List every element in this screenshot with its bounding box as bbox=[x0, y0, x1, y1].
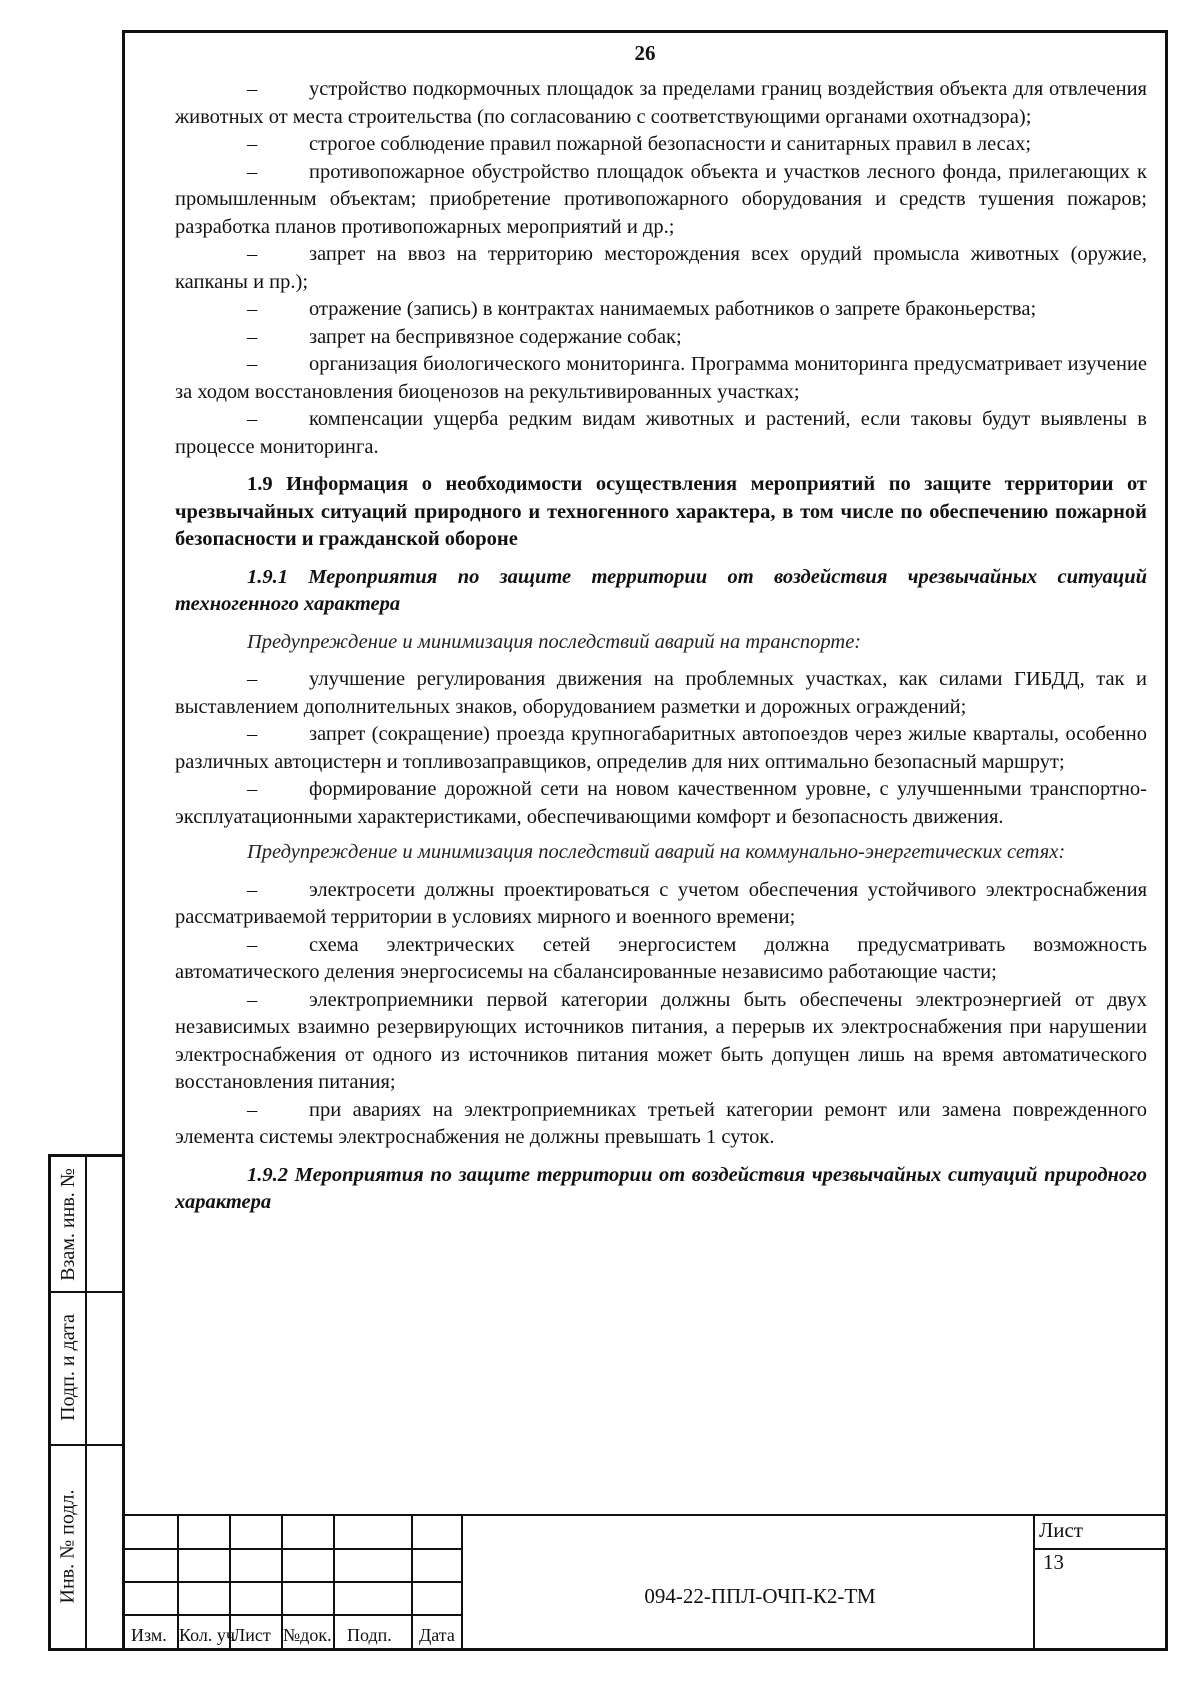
list-item-text: запрет на ввоз на территорию месторождения всех орудий промысла животных (оружие, капканы и пр.); bbox=[175, 243, 1147, 293]
dash-marker: – bbox=[247, 160, 258, 183]
dash-marker: – bbox=[247, 778, 258, 800]
side-label-podp: Подп. и дата bbox=[56, 1314, 79, 1421]
list-item bbox=[175, 877, 1147, 932]
list-item bbox=[175, 932, 1147, 987]
list-item-text: электросети должны проектироваться с учетом обеспечения устойчивого электроснабжения рассматриваемой территории в условиях мирного и военного времени; bbox=[175, 878, 1147, 928]
list-item bbox=[175, 351, 1147, 406]
lead-paragraph: Предупреждение и минимизация последствий аварий на транспорте: bbox=[247, 630, 862, 653]
document-code: 094-22-ППЛ-ОЧП-К2-ТМ bbox=[644, 1584, 876, 1608]
list-item-text: при авариях на электроприемниках третьей категории ремонт или замена поврежденного элемента системы электроснабжения не должны превышать 1 суток. bbox=[175, 1098, 1147, 1148]
list-item bbox=[175, 131, 1147, 159]
list-item-text: запрет на беспривязное содержание собак; bbox=[309, 325, 682, 348]
dash-marker: – bbox=[247, 325, 258, 348]
dash-marker: – bbox=[247, 408, 258, 430]
col-kol-uch: Кол. уч bbox=[179, 1625, 235, 1645]
list-item-text: схема электрических сетей энергосистем должна предусматривать возможность автоматического деления энергосисемы на сбалансированные независимо работающие части; bbox=[175, 933, 1147, 983]
lead-paragraph: Предупреждение и минимизация последствий аварий на коммунально-энергетических сетях: bbox=[247, 841, 1066, 863]
col-izm: Изм. bbox=[131, 1625, 167, 1645]
dash-marker: – bbox=[247, 988, 258, 1011]
subsection-heading: 1.9.2 Мероприятия по защите территории от воздействия чрезвычайных ситуаций природного характера bbox=[175, 1163, 1147, 1213]
page-number: 26 bbox=[634, 41, 656, 65]
dash-marker: – bbox=[247, 668, 258, 690]
sheet-number: 13 bbox=[1043, 1550, 1064, 1574]
col-list: Лист bbox=[233, 1625, 271, 1645]
dash-marker: – bbox=[247, 1098, 258, 1121]
list-item-text: электроприемники первой категории должны быть обеспечены электроэнергией от двух независимых взаимно резервирующих источников питания, а перерыв их электроснабжения при нарушении электроснабжения от одного из источников питания может быть допущен лишь на время автоматического восстановления питания; bbox=[175, 988, 1147, 1093]
list-item-text: запрет (сокращение) проезда крупногабаритных автопоездов через жилые кварталы, особенно различных автоцистерн и топливозаправщиков, определив для них оптимально безопасный маршрут; bbox=[175, 723, 1147, 773]
list-item bbox=[175, 406, 1147, 461]
dash-marker: – bbox=[247, 298, 258, 320]
side-label-vzam: Взам. инв. № bbox=[56, 1167, 79, 1281]
dash-marker: – bbox=[247, 133, 258, 155]
col-ndok: №док. bbox=[283, 1625, 332, 1645]
list-item bbox=[175, 296, 1147, 324]
list-item-text: формирование дорожной сети на новом качественном уровне, с улучшенными транспортно-эксплуатационными характеристиками, обеспечивающими комфорт и безопасность движения. bbox=[175, 778, 1147, 828]
list-item bbox=[175, 324, 1147, 352]
title-block bbox=[125, 1514, 1165, 1648]
dash-marker: – bbox=[247, 78, 258, 100]
sheet-label: Лист bbox=[1039, 1518, 1083, 1542]
side-label-inv: Инв. № подл. bbox=[56, 1489, 79, 1603]
dash-marker: – bbox=[247, 243, 258, 265]
list-item bbox=[175, 666, 1147, 721]
section-heading: 1.9 Информация о необходимости осуществления мероприятий по защите территории от чрезвычайных ситуаций природного и техногенного характера, в том числе по обеспечению пожарной безопасности и гражданской обороне bbox=[175, 473, 1147, 550]
side-stamp bbox=[48, 1154, 122, 1651]
list-item bbox=[175, 721, 1147, 776]
dash-marker: – bbox=[247, 878, 258, 901]
list-item bbox=[175, 987, 1147, 1097]
list-item bbox=[175, 241, 1147, 296]
document-body bbox=[175, 76, 1147, 1227]
list-item bbox=[175, 159, 1147, 242]
dash-marker: – bbox=[247, 353, 258, 375]
list-item-text: противопожарное обустройство площадок объекта и участков лесного фонда, прилегающих к промышленным объектам; приобретение противопожарного оборудования и средств тушения пожаров; разработка планов противопожарных мероприятий и др.; bbox=[175, 160, 1147, 238]
list-item-text: устройство подкормочных площадок за пределами границ воздействия объекта для отвлечения животных от места строительства (по согласованию с соответствующими органами охотнадзора); bbox=[175, 78, 1147, 128]
subsection-heading: 1.9.1 Мероприятия по защите территории от воздействия чрезвычайных ситуаций техногенного характера bbox=[175, 565, 1147, 615]
dash-marker: – bbox=[247, 723, 258, 745]
list-item bbox=[175, 1097, 1147, 1152]
page-frame bbox=[122, 30, 1168, 1651]
list-item bbox=[175, 776, 1147, 831]
list-item-text: компенсации ущерба редким видам животных и растений, если таковы будут выявлены в процессе мониторинга. bbox=[175, 408, 1147, 458]
list-item-text: улучшение регулирования движения на проблемных участках, как силами ГИБДД, так и выставлением дополнительных знаков, оборудованием разметки и дорожных ограждений; bbox=[175, 668, 1147, 718]
col-podp: Подп. bbox=[347, 1625, 392, 1645]
list-item-text: организация биологического мониторинга. Программа мониторинга предусматривает изучение за ходом восстановления биоценозов на рекультивированных участках; bbox=[175, 353, 1147, 403]
col-data: Дата bbox=[419, 1625, 455, 1645]
list-item-text: строгое соблюдение правил пожарной безопасности и санитарных правил в лесах; bbox=[309, 133, 1032, 155]
list-item bbox=[175, 76, 1147, 131]
list-item-text: отражение (запись) в контрактах нанимаемых работников о запрете браконьерства; bbox=[309, 298, 1037, 320]
dash-marker: – bbox=[247, 933, 258, 956]
